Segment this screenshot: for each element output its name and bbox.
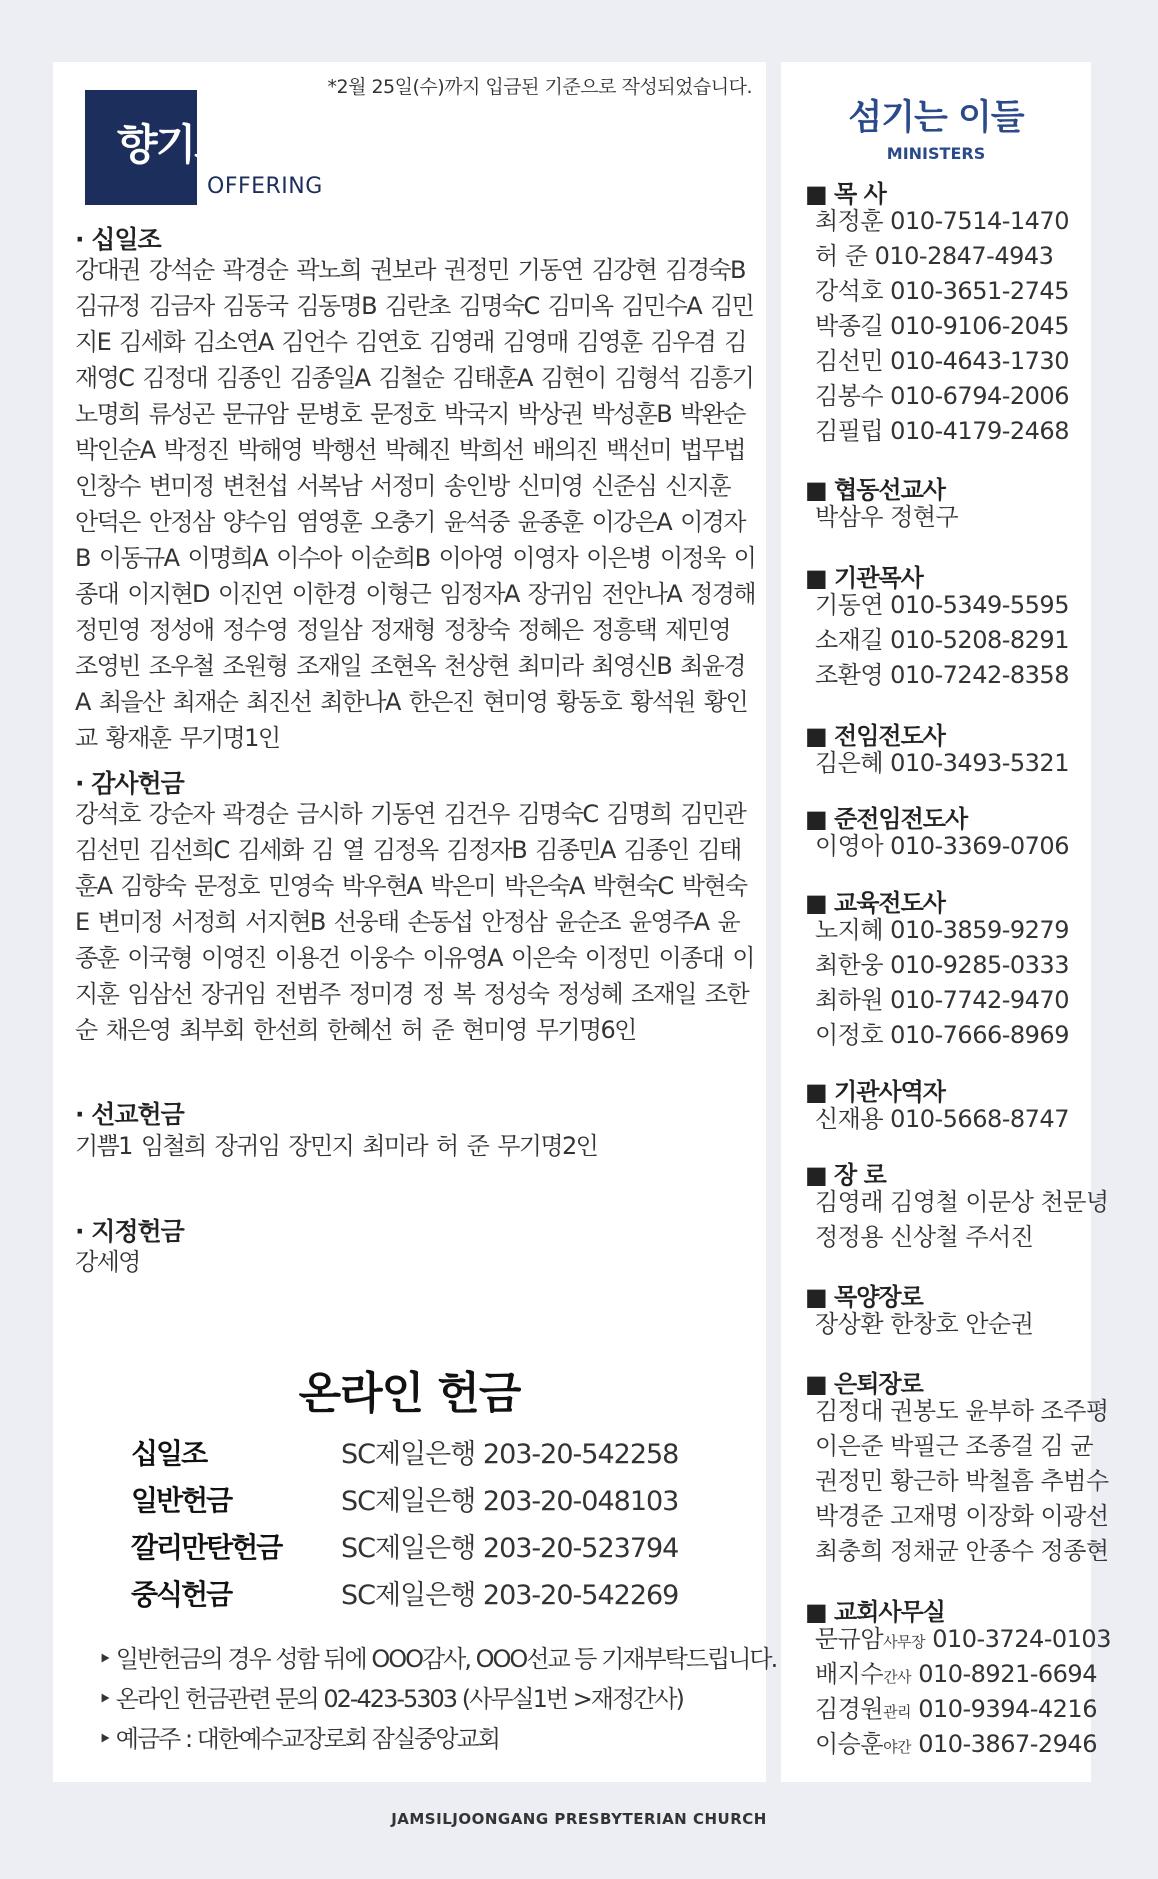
minister-line: 이정호 010-7666-8969 [815,1021,1069,1049]
online-note: ‣ 예금주 : 대한예수교장로회 잠실중앙교회 [98,1725,499,1753]
minister-line: 최충희 정채균 안종수 정종현 [815,1537,1109,1565]
account-row [131,1573,751,1619]
office-staff-line [815,1727,1097,1765]
online-note: ‣ 일반헌금의 경우 성함 뒤에 OOO감사, OOO선교 등 기재부탁드립니다. [98,1645,777,1673]
minister-line: 김영래 김영철 이문상 천문녕 [815,1188,1109,1216]
staff-name: 문규암 [815,1625,884,1653]
staff-role: 관리 [883,1703,912,1721]
online-offering-title: 온라인 헌금 [298,1368,521,1419]
section-head-retired-elders: ■ 은퇴장로 [805,1370,923,1398]
minister-line: 기동연 010-5349-5595 [815,591,1069,619]
ministers-panel [781,62,1111,1782]
offering-panel [53,62,777,1782]
section-head-education-evangelists: ■ 교육전도사 [805,889,945,917]
offering-logo-subtitle: OFFERING [207,174,323,199]
section-head-shepherd-elders: ■ 목양장로 [805,1283,923,1311]
minister-line: 정정용 신상철 주서진 [815,1223,1034,1251]
minister-line: 김선민 010-4643-1730 [815,347,1069,375]
minister-line: 이은준 박필근 조종걸 김 균 [815,1432,1094,1460]
section-head-ministry-workers: ■ 기관사역자 [805,1078,945,1106]
office-staff-line [815,1622,1111,1660]
minister-line: 조환영 010-7242-8358 [815,661,1069,689]
minister-line: 장상환 한창호 안순권 [815,1310,1034,1338]
account-number: SC제일은행 203-20-542269 [341,1580,679,1611]
tithe-names: 강대권 강석순 곽경순 곽노희 권보라 권정민 기동연 김강현 김경숙B 김규정 김금자 김동국 김동명B 김란초 김명숙C 김미옥 김민수A 김민지E 김세화 김소연A 김언수 김연호 김영래 김영매 김영훈 김우겸 김재영C 김정대 김종인 김종일A 김철순 김태훈A 김현이 김형석 김흥기 노명희 류성곤 문규암 문병호 문정호 박국지 박상권 박성훈B 박완순 박인순A 박정진 박해영 박행선 박혜진 박희선 배의진 백선미 법무법인창수 변미정 변천섭 서복남 서정미 송인방 신미영 신준심 신지훈 안덕은 안정삼 양수임 염영훈 오충기 윤석중 윤종훈 이강은A 이경자B 이동규A 이명희A 이수아 이순희B 이아영 이영자 이은병 이정욱 이종대 이지현D 이진연 이한경 이형근 임정자A 장귀임 전안나A 정경해 정민영 정성애 정수영 정일삼 정재형 정창숙 정혜은 정흥택 제민영 조영빈 조우철 조원형 조재일 조현옥 천상현 최미라 최영신B 최윤경A 최을산 최재순 최진선 최한나A 한은진 현미영 황동호 황석원 황인교 황재훈 무기명1인 [75,256,756,752]
section-head-associate-evangelist: ■ 준전임전도사 [805,805,968,833]
minister-line: 김정대 권봉도 윤부하 조주평 [815,1397,1109,1425]
minister-line: 김필립 010-4179-2468 [815,417,1069,445]
tithe-title: · 십일조 [75,225,161,254]
account-number: SC제일은행 203-20-523794 [341,1533,679,1564]
account-number: SC제일은행 203-20-048103 [341,1486,679,1517]
account-label: 십일조 [131,1437,207,1470]
account-number: SC제일은행 203-20-542258 [341,1439,679,1470]
account-row [131,1432,751,1478]
minister-line: 소재길 010-5208-8291 [815,626,1069,654]
minister-line: 박종길 010-9106-2045 [815,312,1069,340]
staff-phone: 010-3867-2946 [918,1730,1097,1758]
minister-line: 강석호 010-3651-2745 [815,277,1069,305]
church-name-footer: JAMSILJOONGANG PRESBYTERIAN CHURCH [391,1810,767,1828]
minister-line: 노지혜 010-3859-9279 [815,916,1069,944]
minister-line: 권정민 황근하 박철흠 추범수 [815,1467,1109,1495]
staff-phone: 010-3724-0103 [932,1625,1111,1653]
staff-name: 배지수 [815,1660,884,1688]
online-note: ‣ 온라인 헌금관련 문의 02-423-5303 (사무실1번 >재정간사) [98,1685,683,1713]
minister-line: 김은혜 010-3493-5321 [815,749,1069,777]
minister-line: 이영아 010-3369-0706 [815,832,1069,860]
account-label: 깔리만탄헌금 [131,1531,282,1564]
staff-phone: 010-8921-6694 [918,1660,1097,1688]
minister-line: 최한웅 010-9285-0333 [815,951,1069,979]
account-row [131,1526,751,1572]
thanks-names: 강석호 강순자 곽경순 금시하 기동연 김건우 김명숙C 김명희 김민관 김선민 김선희C 김세화 김 열 김정옥 김정자B 김종민A 김종인 김태훈A 김향숙 문정호 민영숙 박우현A 박은미 박은숙A 박현숙C 박현숙E 변미정 서정희 서지현B 선웅태 손동섭 안정삼 윤순조 윤영주A 윤종훈 이국형 이영진 이용건 이웅수 이유영A 이은숙 이정민 이종대 이지훈 임삼선 장귀임 전범주 정미경 정 복 정성숙 정성혜 조재일 조한순 채은영 최부회 한선희 한혜선 허 준 현미영 무기명6인 [75,800,754,1044]
section-head-institution-pastors: ■ 기관목사 [805,564,923,592]
section-head-missionaries: ■ 협동선교사 [805,476,945,504]
thanks-title: · 감사헌금 [75,769,184,798]
section-head-pastors: ■ 목 사 [805,180,886,208]
staff-name: 이승훈 [815,1730,884,1758]
section-head-church-office: ■ 교회사무실 [805,1598,945,1626]
mission-title: · 선교헌금 [75,1100,184,1129]
minister-line: 박삼우 정현구 [815,503,959,531]
mission-names: 기쁨1 임철희 장귀임 장민지 최미라 허 준 무기명2인 [75,1132,598,1160]
office-staff-line [815,1657,1097,1695]
designated-title: · 지정헌금 [75,1217,184,1246]
minister-line: 최정훈 010-7514-1470 [815,207,1069,235]
account-label: 중식헌금 [131,1578,232,1611]
minister-line: 김봉수 010-6794-2006 [815,382,1069,410]
ministers-subtitle: MINISTERS [886,144,986,163]
minister-line: 박경준 고재명 이장화 이광선 [815,1502,1109,1530]
staff-role: 간사 [883,1668,912,1686]
section-head-fulltime-evangelist: ■ 전임전도사 [805,722,945,750]
minister-line: 허 준 010-2847-4943 [815,242,1054,270]
deadline-note: *2월 25일(수)까지 입금된 기준으로 작성되었습니다. [327,76,752,98]
account-row [131,1479,751,1525]
staff-name: 김경원 [815,1695,884,1723]
offering-logo-title: 향기로운 예물 [117,120,362,169]
section-head-elders: ■ 장 로 [805,1161,886,1189]
ministers-title: 섬기는 이들 [848,98,1024,138]
minister-line: 신재용 010-5668-8747 [815,1105,1069,1133]
designated-names: 강세영 [75,1248,140,1276]
minister-line: 최하원 010-7742-9470 [815,986,1069,1014]
office-staff-line [815,1692,1097,1730]
staff-phone: 010-9394-4216 [918,1695,1097,1723]
staff-role: 사무장 [883,1633,926,1651]
staff-role: 야간 [883,1738,912,1756]
account-label: 일반헌금 [131,1484,232,1517]
